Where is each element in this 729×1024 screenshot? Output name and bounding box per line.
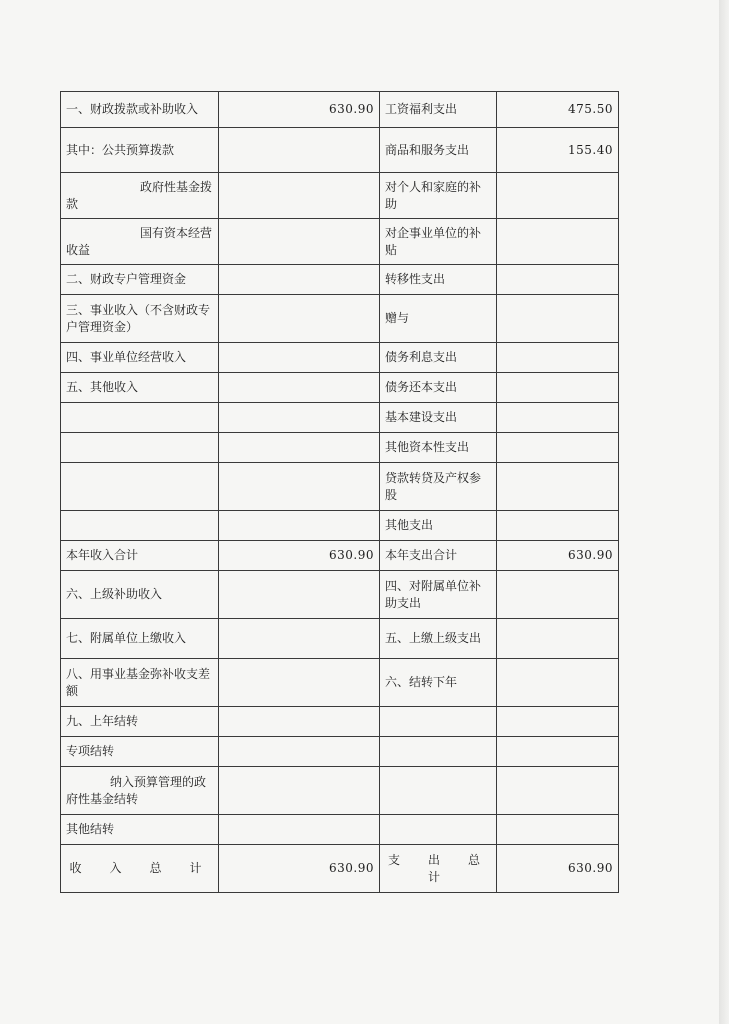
income-amount [219,511,380,541]
income-amount [219,295,380,343]
income-amount [219,433,380,463]
income-label [61,433,219,463]
expense-label [380,737,497,767]
budget-table [60,91,619,893]
income-label: 其他结转 [61,815,219,845]
page-edge [719,0,729,1024]
expense-amount: 475.50 [497,92,619,128]
expense-amount [497,659,619,707]
expense-label: 转移性支出 [380,265,497,295]
expense-label: 贷款转贷及产权参股 [380,463,497,511]
expense-label [380,815,497,845]
expense-label: 五、上缴上级支出 [380,619,497,659]
expense-amount [497,463,619,511]
income-amount [219,767,380,815]
income-label: 专项结转 [61,737,219,767]
income-label: 三、事业收入（不含财政专户管理资金） [61,295,219,343]
table-row [61,659,619,707]
expense-label: 对企事业单位的补贴 [380,219,497,265]
expense-amount [497,707,619,737]
expense-amount [497,433,619,463]
income-label: 一、财政拨款或补助收入 [61,92,219,128]
income-amount: 630.90 [219,541,380,571]
income-label: 纳入预算管理的政府性基金结转 [61,767,219,815]
income-label [61,403,219,433]
expense-label: 其他资本性支出 [380,433,497,463]
table-row [61,403,619,433]
table-row [61,571,619,619]
expense-amount [497,767,619,815]
expense-label: 债务还本支出 [380,373,497,403]
table-row [61,373,619,403]
expense-amount [497,373,619,403]
expense-label: 本年支出合计 [380,541,497,571]
table-row [61,619,619,659]
income-label [61,463,219,511]
income-amount [219,571,380,619]
table-row [61,767,619,815]
expense-amount [497,295,619,343]
income-amount [219,707,380,737]
income-label: 其中：公共预算拨款 [61,128,219,173]
expense-amount [497,571,619,619]
income-amount [219,403,380,433]
expense-amount [497,619,619,659]
expense-label: 工资福利支出 [380,92,497,128]
expense-label: 债务利息支出 [380,343,497,373]
expense-label: 其他支出 [380,511,497,541]
income-label: 四、事业单位经营收入 [61,343,219,373]
table-row [61,128,619,173]
table-row [61,173,619,219]
expense-label: 四、对附属单位补助支出 [380,571,497,619]
income-label: 六、上级补助收入 [61,571,219,619]
table-row [61,737,619,767]
income-label: 国有资本经营收益 [61,219,219,265]
income-amount [219,659,380,707]
income-label: 九、上年结转 [61,707,219,737]
expense-total-amount: 630.90 [497,845,619,893]
income-amount [219,219,380,265]
expense-amount [497,403,619,433]
expense-amount [497,265,619,295]
table-row [61,463,619,511]
expense-label: 六、结转下年 [380,659,497,707]
income-label: 二、财政专户管理资金 [61,265,219,295]
totals-row [61,845,619,893]
income-amount [219,737,380,767]
table-row [61,295,619,343]
expense-label [380,707,497,737]
expense-total-label: 支 出 总 计 [380,845,497,893]
income-label: 七、附属单位上缴收入 [61,619,219,659]
income-label [61,511,219,541]
expense-label: 对个人和家庭的补助 [380,173,497,219]
table-row [61,219,619,265]
income-amount [219,173,380,219]
income-amount [219,815,380,845]
table-row [61,92,619,128]
expense-label: 基本建设支出 [380,403,497,433]
table-row [61,433,619,463]
expense-label: 赠与 [380,295,497,343]
expense-amount: 630.90 [497,541,619,571]
expense-amount: 155.40 [497,128,619,173]
income-total-label: 收 入 总 计 [61,845,219,893]
table-row [61,541,619,571]
income-amount [219,373,380,403]
income-label: 政府性基金拨款 [61,173,219,219]
table-row [61,265,619,295]
income-amount [219,343,380,373]
income-total-amount: 630.90 [219,845,380,893]
expense-label: 商品和服务支出 [380,128,497,173]
income-amount [219,265,380,295]
expense-amount [497,219,619,265]
income-amount [219,463,380,511]
table-row [61,707,619,737]
expense-amount [497,815,619,845]
expense-amount [497,173,619,219]
income-label: 八、用事业基金弥补收支差额 [61,659,219,707]
expense-amount [497,511,619,541]
expense-label [380,767,497,815]
table-row [61,343,619,373]
table-row [61,511,619,541]
income-amount [219,619,380,659]
expense-amount [497,343,619,373]
income-amount: 630.90 [219,92,380,128]
income-label: 本年收入合计 [61,541,219,571]
expense-amount [497,737,619,767]
income-label: 五、其他收入 [61,373,219,403]
table-row [61,815,619,845]
income-amount [219,128,380,173]
